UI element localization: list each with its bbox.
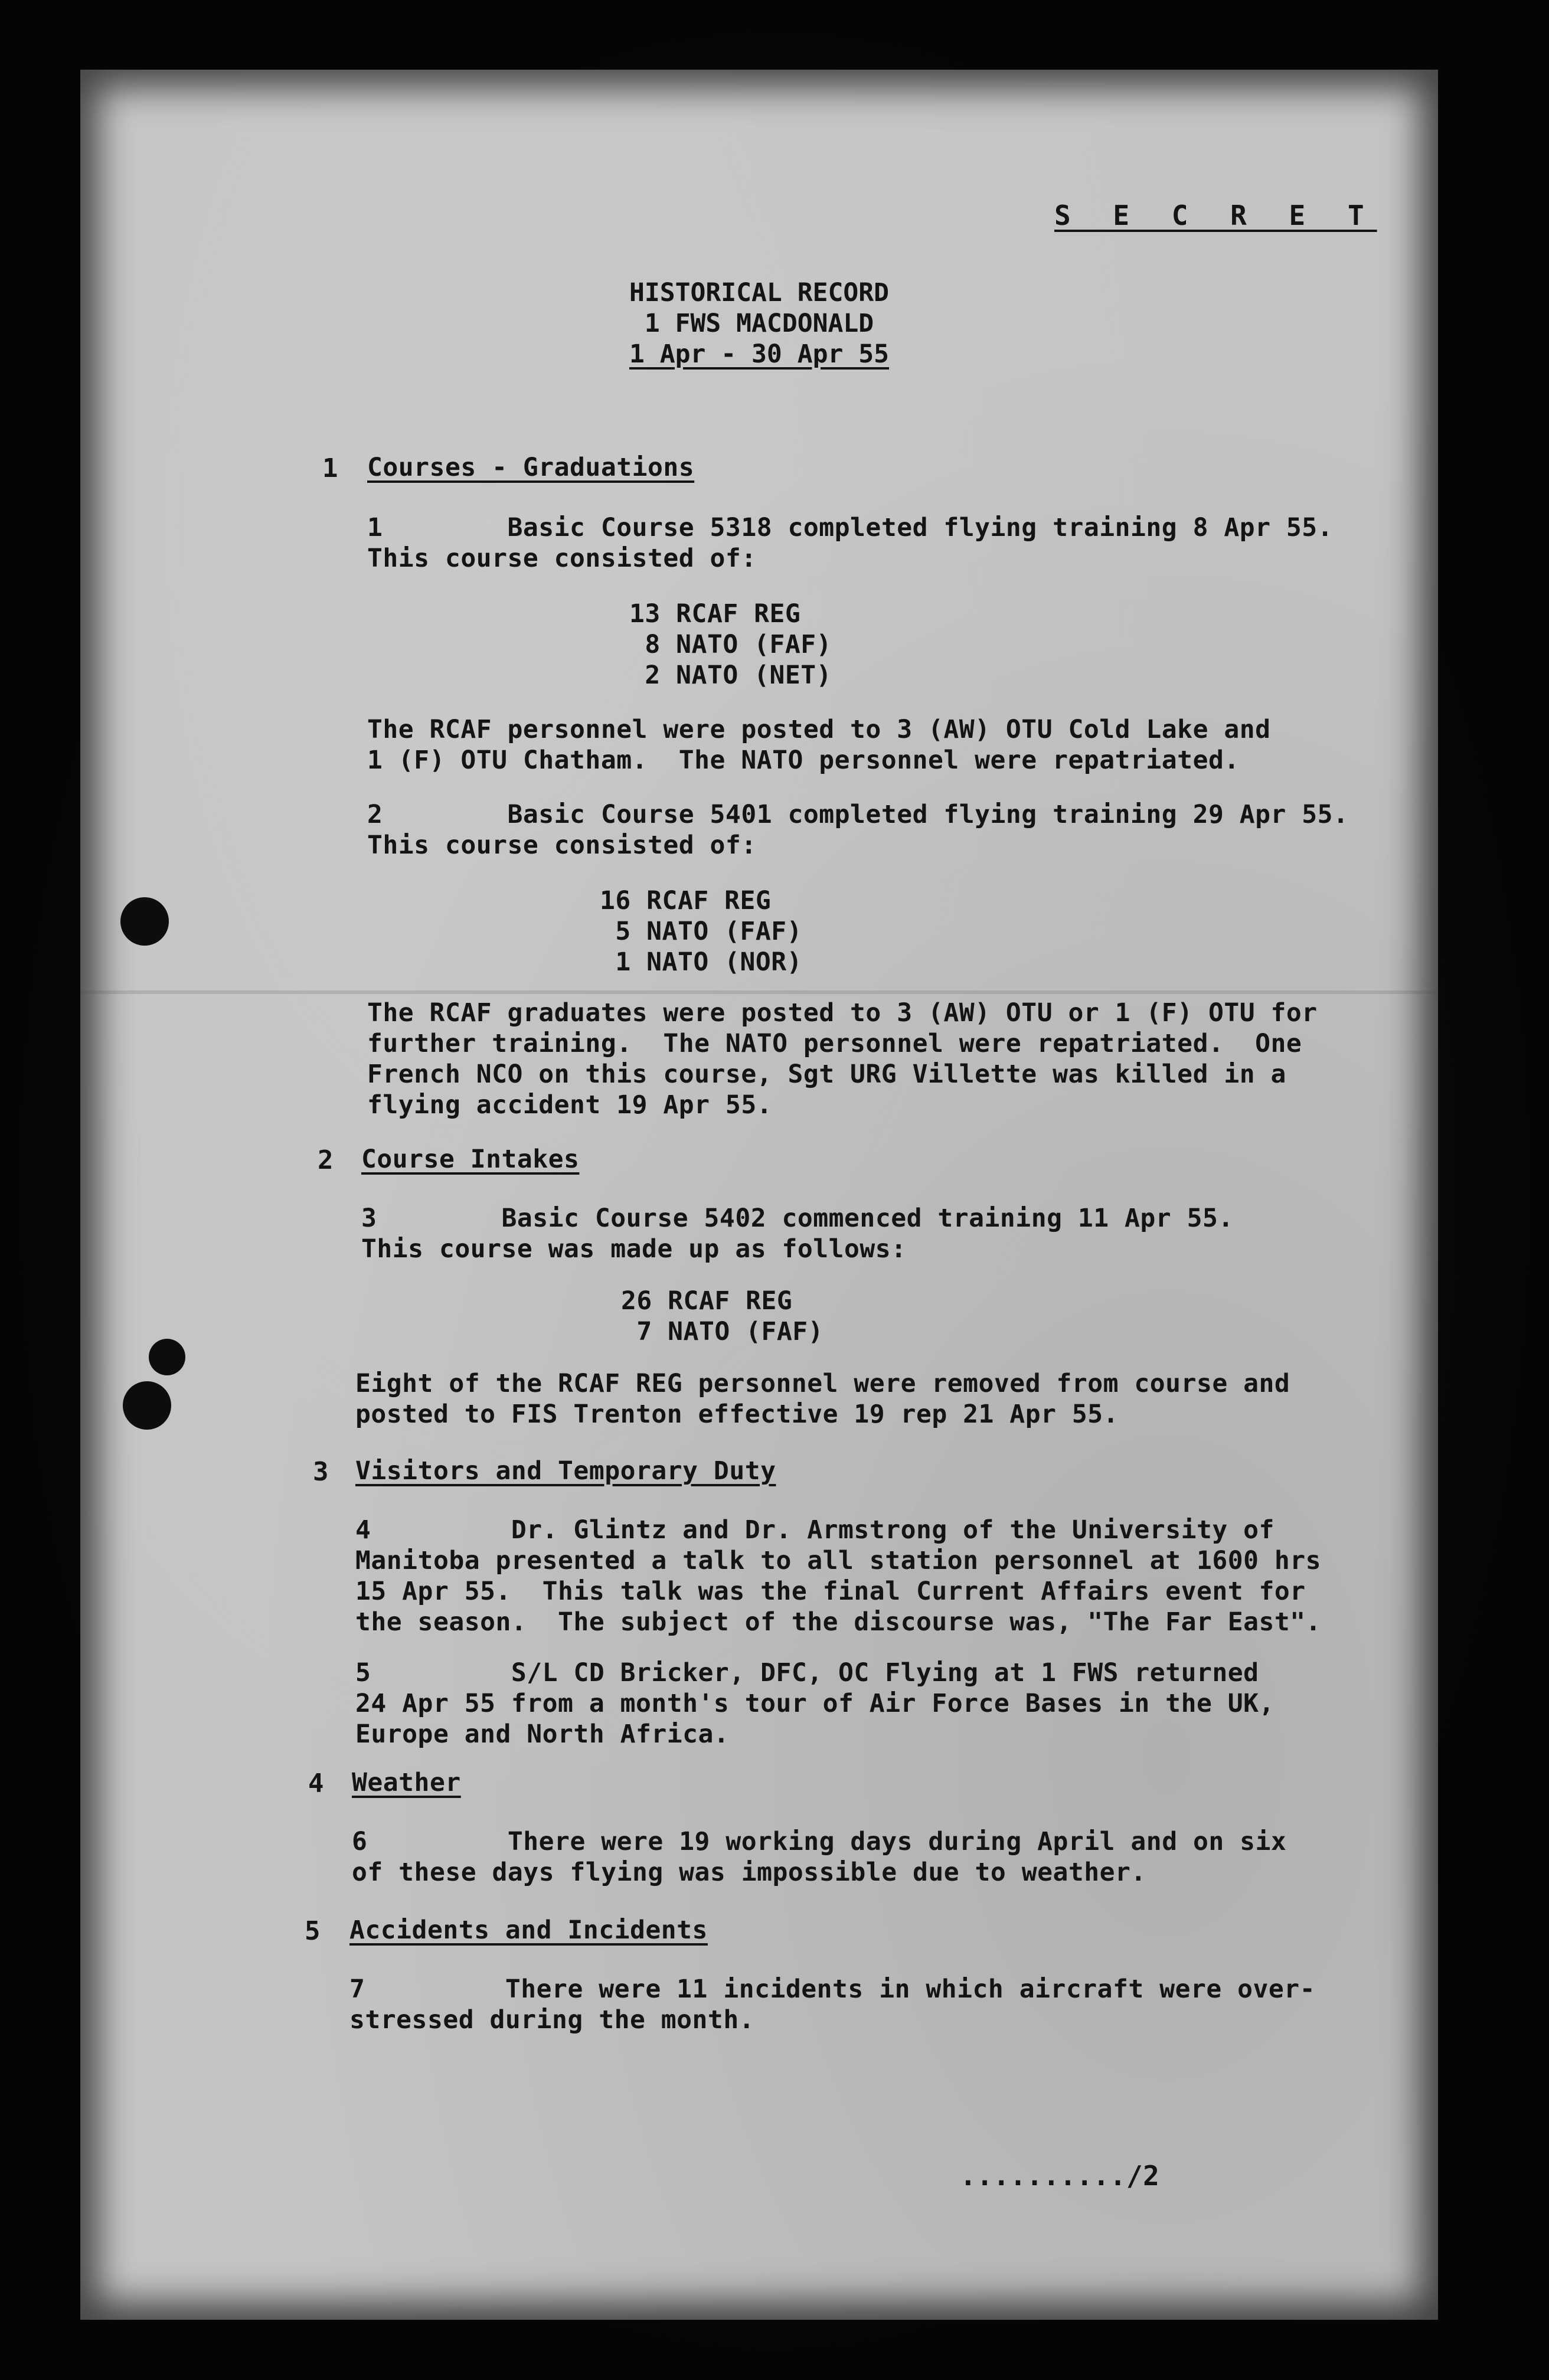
paragraph-number: 7 (349, 1974, 365, 2004)
list-item: 2 NATO (NET) (629, 661, 832, 690)
title-line-2: 1 FWS MACDONALD (644, 309, 874, 338)
title-line-1: HISTORICAL RECORD (629, 278, 890, 308)
paragraph-text: Basic Course 5402 commenced training 11 Apr 55. (501, 1204, 1234, 1233)
paragraph-number: 4 (355, 1515, 371, 1545)
paragraph-2 (367, 799, 1348, 861)
paragraph-text: Eight of the RCAF REG personnel were removed from course and (355, 1369, 1290, 1398)
title-line-3: 1 Apr - 30 Apr 55 (629, 339, 890, 369)
section-number: 3 (313, 1457, 329, 1487)
list-item: 13 RCAF REG (629, 599, 801, 629)
document-title (80, 277, 1438, 370)
paragraph-text: flying accident 19 Apr 55. (367, 1090, 773, 1120)
paragraph-text: This course consisted of: (367, 544, 757, 573)
paragraph-text: Manitoba presented a talk to all station personnel at 1600 hrs (355, 1546, 1322, 1575)
paragraph-6 (352, 1826, 1286, 1888)
paragraph-text: French NCO on this course, Sgt URG Villette was killed in a (367, 1060, 1286, 1089)
section-number: 4 (308, 1768, 324, 1799)
page-fold-line (80, 990, 1438, 994)
paragraph-text: 15 Apr 55. This talk was the final Current Affairs event for (355, 1577, 1306, 1606)
paragraph-number: 2 (367, 800, 383, 829)
punch-hole (120, 897, 169, 946)
course-composition-list (621, 1286, 823, 1347)
paragraph-text: This course consisted of: (367, 831, 757, 860)
paragraph-number: 5 (355, 1658, 371, 1688)
section-heading: Visitors and Temporary Duty (355, 1456, 776, 1486)
section-heading: Course Intakes (361, 1145, 580, 1174)
paragraph-5 (355, 1658, 1275, 1750)
paragraph-text: There were 19 working days during April and on six (507, 1827, 1287, 1856)
list-item: 5 NATO (FAF) (600, 917, 803, 946)
paragraph-4 (355, 1515, 1321, 1637)
paragraph-text: the season. The subject of the discourse was, "The Far East". (355, 1607, 1322, 1637)
paragraph-text: The RCAF graduates were posted to 3 (AW) OTU or 1 (F) OTU for (367, 998, 1318, 1028)
section-number: 5 (305, 1916, 321, 1946)
list-item: 7 NATO (FAF) (621, 1317, 824, 1346)
paragraph-text: Europe and North Africa. (355, 1719, 730, 1749)
document-page (80, 70, 1438, 2320)
paragraph-text-block (367, 714, 1271, 776)
paragraph-text: S/L CD Bricker, DFC, OC Flying at 1 FWS returned (511, 1658, 1259, 1688)
paragraph-text: 1 (F) OTU Chatham. The NATO personnel were repatriated. (367, 746, 1240, 775)
paragraph-text: posted to FIS Trenton effective 19 rep 21 Apr 55. (355, 1400, 1119, 1429)
paragraph-7 (349, 1974, 1315, 2035)
paragraph-1 (367, 512, 1333, 574)
paragraph-number: 3 (361, 1204, 377, 1233)
section-heading: Weather (352, 1768, 461, 1797)
paragraph-text: The RCAF personnel were posted to 3 (AW) OTU Cold Lake and (367, 715, 1271, 744)
paragraph-number: 6 (352, 1827, 368, 1856)
classification-marking: S E C R E T (1054, 200, 1377, 231)
section-heading: Courses - Graduations (367, 453, 695, 482)
paragraph-text: There were 11 incidents in which aircraft were over- (505, 1974, 1316, 2004)
paragraph-text-block (367, 998, 1318, 1120)
paragraph-text: This course was made up as follows: (361, 1234, 907, 1264)
paragraph-text: Basic Course 5318 completed flying training 8 Apr 55. (507, 513, 1334, 542)
course-composition-list (600, 885, 802, 978)
section-number: 1 (322, 453, 338, 483)
paragraph-3 (361, 1203, 1234, 1264)
punch-hole (149, 1339, 185, 1375)
paragraph-text: further training. The NATO personnel were repatriated. One (367, 1029, 1302, 1058)
course-composition-list (629, 599, 832, 691)
paragraph-text: Basic Course 5401 completed flying training 29 Apr 55. (507, 800, 1349, 829)
section-number: 2 (318, 1145, 334, 1175)
paragraph-text: stressed during the month. (349, 2005, 755, 2035)
paragraph-text: of these days flying was impossible due to weather. (352, 1858, 1146, 1887)
paragraph-text: 24 Apr 55 from a month's tour of Air Force Bases in the UK, (355, 1689, 1275, 1718)
list-item: 26 RCAF REG (621, 1286, 793, 1316)
list-item: 8 NATO (FAF) (629, 630, 832, 659)
list-item: 1 NATO (NOR) (600, 947, 803, 977)
page-continuation-marker: ........../2 (960, 2160, 1160, 2192)
punch-hole (123, 1381, 171, 1430)
section-heading: Accidents and Incidents (349, 1915, 708, 1945)
paragraph-text: Dr. Glintz and Dr. Armstrong of the University of (511, 1515, 1275, 1545)
paragraph-number: 1 (367, 513, 383, 542)
paragraph-text-block (355, 1368, 1290, 1430)
list-item: 16 RCAF REG (600, 886, 772, 916)
